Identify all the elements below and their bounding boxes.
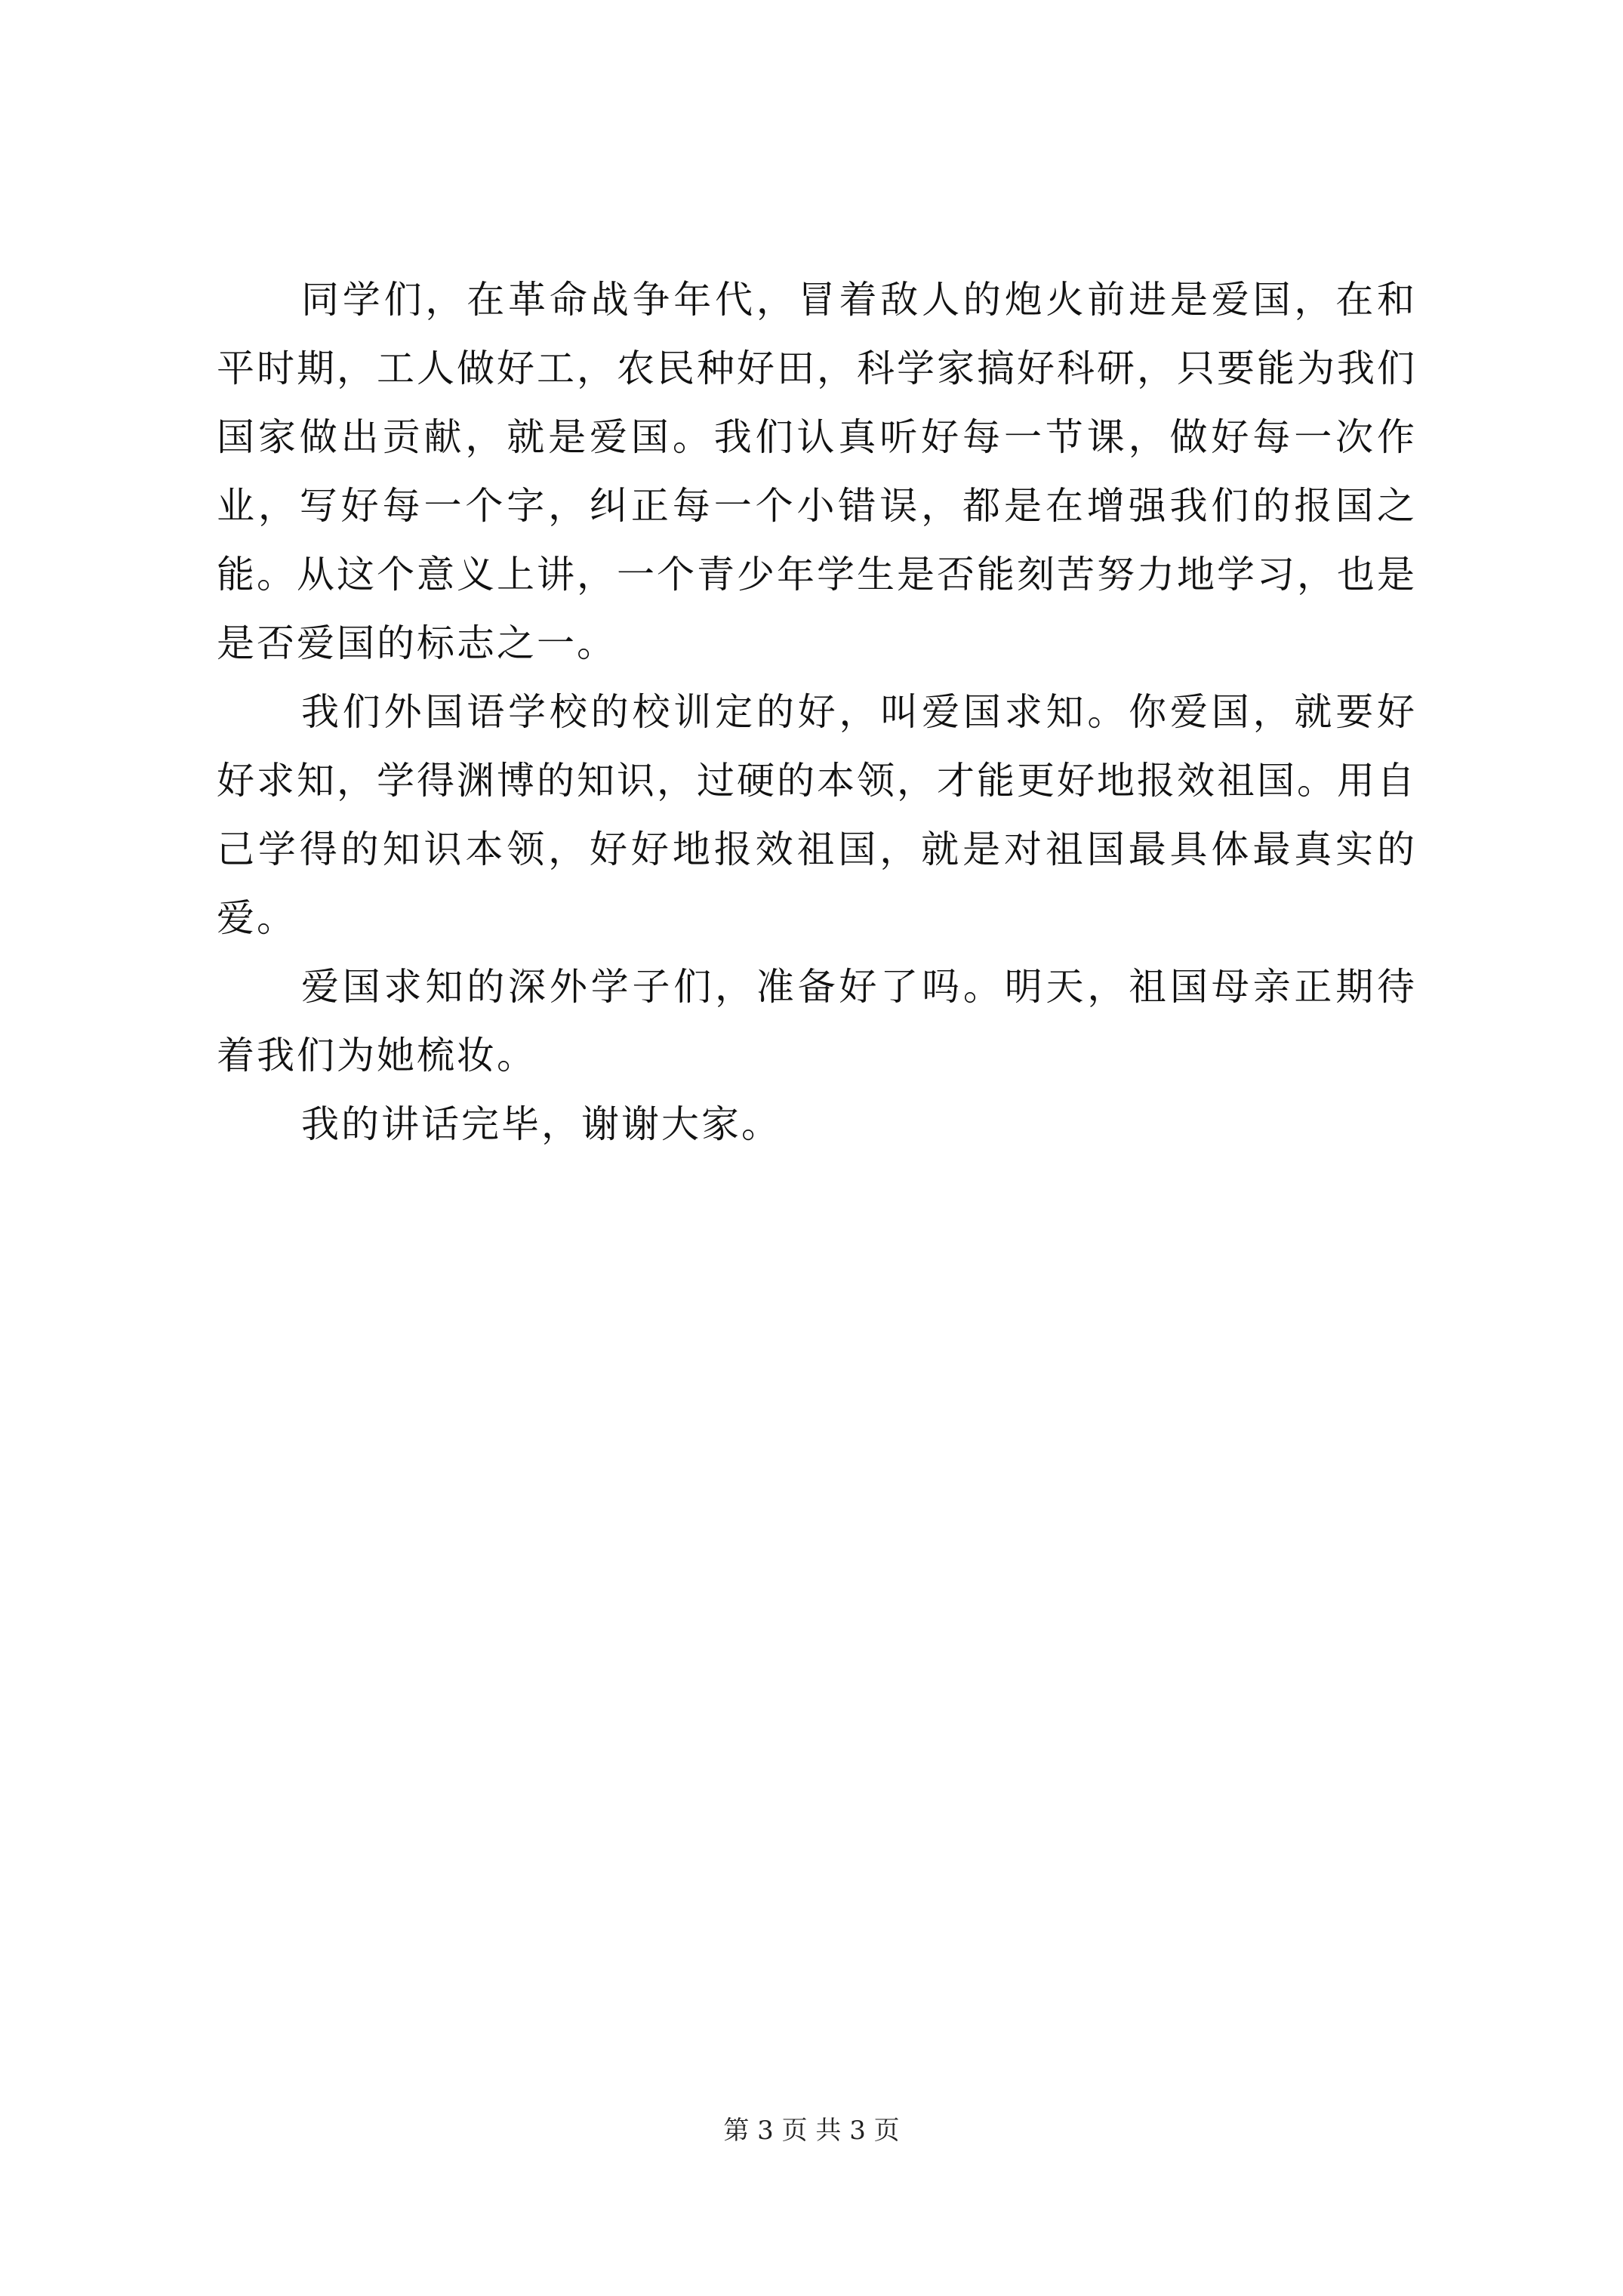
document-body [217,266,1417,1159]
paragraph-3: 爱国求知的深外学子们，准备好了吗。明天，祖国母亲正期待着我们为她梳妆。 [217,965,1417,1077]
paragraph-2: 我们外国语学校的校训定的好，叫爱国求知。你爱国，就要好好求知，学得渊博的知识，过硬的本领，才能更好地报效祖国。用自己学得的知识本领，好好地报效祖国，就是对祖国最具体最真实的爱。 [217,690,1417,940]
paragraph-4: 我的讲话完毕，谢谢大家。 [301,1102,781,1146]
paragraph-1: 同学们，在革命战争年代，冒着敌人的炮火前进是爱国，在和平时期，工人做好工，农民种好田，科学家搞好科研，只要能为我们国家做出贡献，就是爱国。我们认真听好每一节课，做好每一次作业，写好每一个字，纠正每一个小错误，都是在增强我们的报国之能。从这个意义上讲，一个青少年学生是否能刻苦努力地学习，也是是否爱国的标志之一。 [217,278,1417,665]
page-number-footer: 第 3 页 共 3 页 [723,2116,900,2146]
